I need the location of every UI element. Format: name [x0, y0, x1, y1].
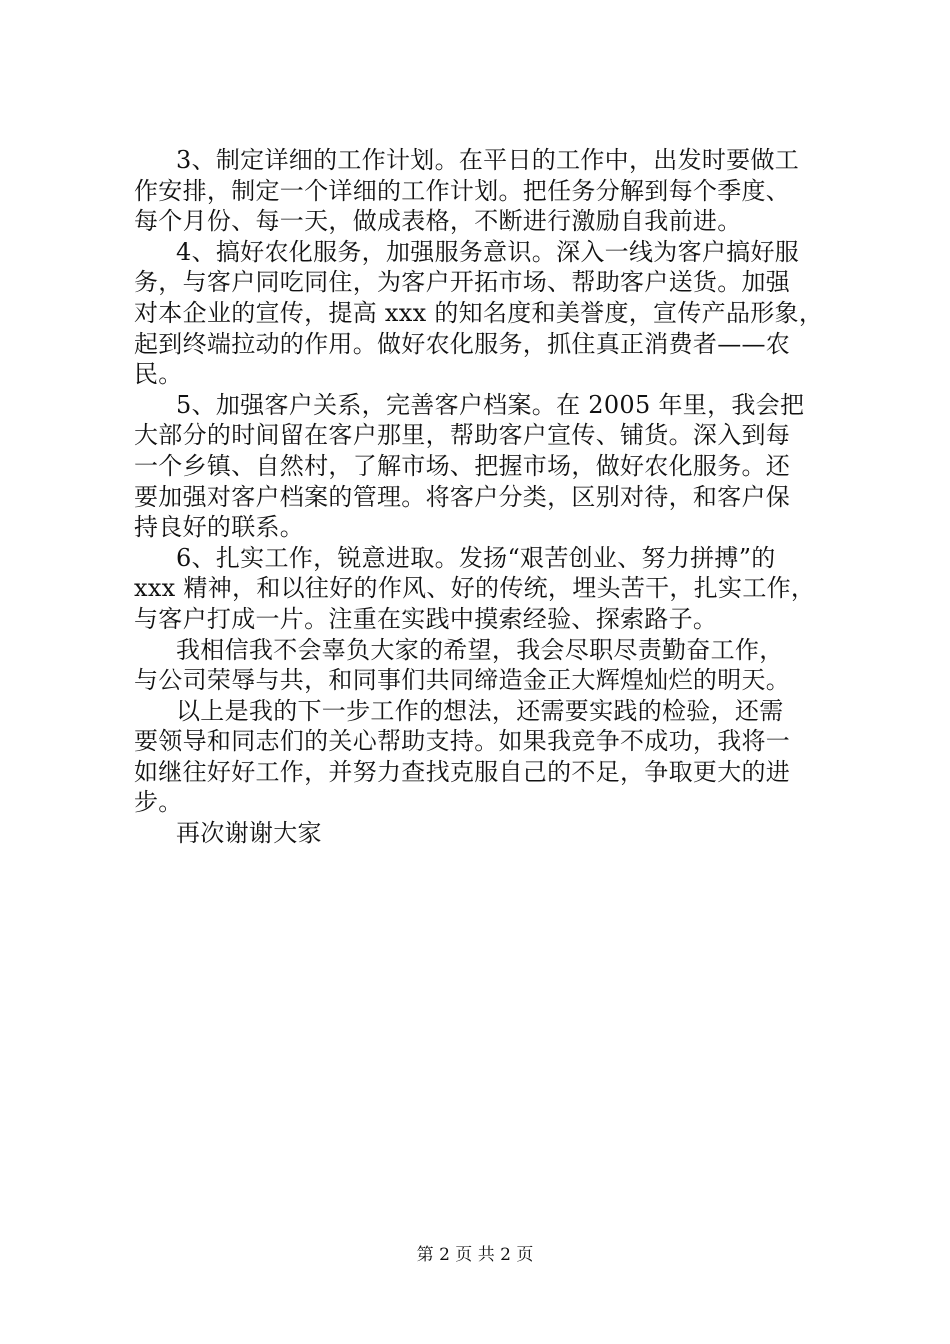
paragraph-4-line-3: 对本企业的宣传，提高 xxx 的知名度和美誉度，宣传产品形象，: [134, 298, 824, 327]
paragraph-3-line-2: 作安排，制定一个详细的工作计划。把任务分解到每个季度、: [134, 176, 791, 205]
paragraph-5-line-1: 5、加强客户关系，完善客户档案。在 2005 年里，我会把: [176, 390, 805, 419]
paragraph-belief-line-2: 与公司荣辱与共，和同事们共同缔造金正大辉煌灿烂的明天。: [134, 666, 791, 695]
paragraph-6-line-1: 6、扎实工作，锐意进取。发扬“艰苦创业、努力拼搏”的: [176, 543, 776, 572]
paragraph-5-line-3: 一个乡镇、自然村，了解市场、把握市场，做好农化服务。还: [134, 451, 791, 480]
paragraph-3-line-3: 每个月份、每一天，做成表格，不断进行激励自我前进。: [134, 207, 742, 236]
paragraph-5-line-2: 大部分的时间留在客户那里，帮助客户宣传、铺货。深入到每: [134, 421, 791, 450]
thanks-line: 再次谢谢大家: [176, 819, 322, 848]
paragraph-belief-line-1: 我相信我不会辜负大家的希望，我会尽职尽责勤奋工作，: [176, 635, 784, 664]
paragraph-closing-line-1: 以上是我的下一步工作的想法，还需要实践的检验，还需: [176, 696, 784, 725]
paragraph-4-line-4: 起到终端拉动的作用。做好农化服务，抓住真正消费者——农: [134, 329, 791, 358]
paragraph-5-line-4: 要加强对客户档案的管理。将客户分类，区别对待，和客户保: [134, 482, 791, 511]
paragraph-closing-line-3: 如继往好好工作，并努力查找克服自己的不足，争取更大的进: [134, 757, 791, 786]
paragraph-closing-line-4: 步。: [134, 788, 183, 817]
paragraph-closing-line-2: 要领导和同志们的关心帮助支持。如果我竞争不成功，我将一: [134, 727, 791, 756]
paragraph-4-line-1: 4、搞好农化服务，加强服务意识。深入一线为客户搞好服: [176, 237, 800, 266]
page-footer: 第 2 页 共 2 页: [416, 1245, 534, 1265]
paragraph-6-line-2: xxx 精神，和以往好的作风、好的传统，埋头苦干，扎实工作，: [134, 574, 816, 603]
paragraph-5-line-5: 持良好的联系。: [134, 513, 305, 542]
paragraph-4-line-5: 民。: [134, 360, 183, 389]
paragraph-3-line-1: 3、制定详细的工作计划。在平日的工作中，出发时要做工: [176, 146, 800, 174]
paragraph-4-line-2: 务，与客户同吃同住，为客户开拓市场、帮助客户送货。加强: [134, 268, 791, 297]
document-body: [134, 145, 854, 849]
paragraph-6-line-3: 与客户打成一片。注重在实践中摸索经验、探索路子。: [134, 604, 718, 633]
